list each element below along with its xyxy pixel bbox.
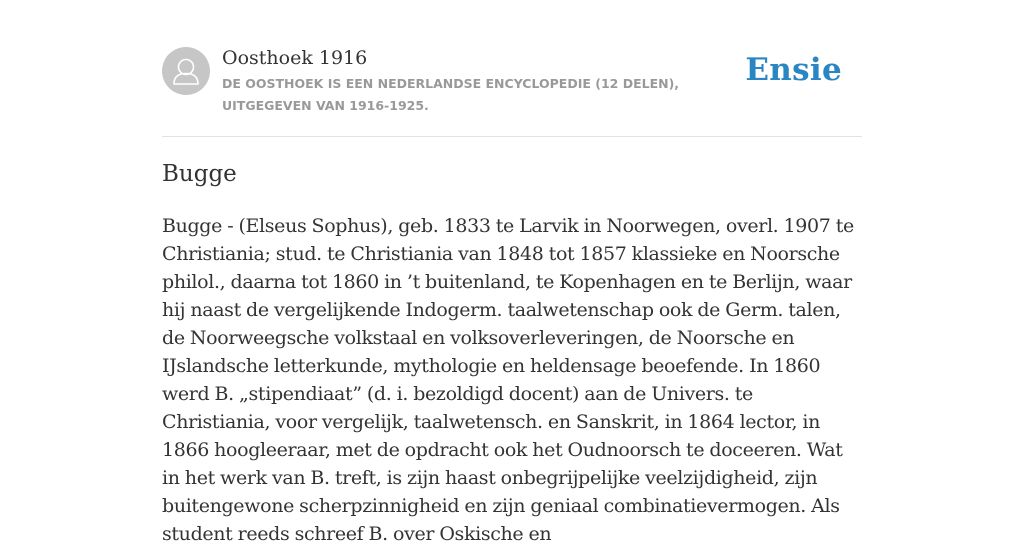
source-description: DE OOSTHOEK IS EEN NEDERLANDSE ENCYCLOPEDIE (12 DELEN), UITGEGEVEN VAN 1916-1925. xyxy=(222,76,680,113)
entry-body: Bugge - (Elseus Sophus), geb. 1833 te Larvik in Noorwegen, overl. 1907 te Christiania; stud. te Christiania van 1848 tot 1857 klassieke en Noorsche philol., daarna tot 1860 in ’t buitenland, te Kopenhagen en te Berlijn, waar hij naast de vergelijkende Indogerm. taalwetenschap ook de Germ. talen, de Noorweegsche volkstaal en volksoverleveringen, de Noorsche en IJslandsche letterkunde, mythologie en heldensage beoefende. In 1860 werd B. „stipendiaat” (d. i. bezoldigd docent) aan de Univers. te Christiania, voor vergelijk, taalwetensch. en Sanskrit, in 1864 lector, in 1866 hoogleeraar, met de opdracht ook het Oudnoorsch te doceeren. Wat in het werk van B. treft, is zijn haast onbegrijpelijke veelzijdigheid, zijn buitengewone scherpzinnigheid en zijn geniaal combinatievermogen. Als student reeds schreef B. over Oskische en xyxy=(162,215,854,545)
source-title[interactable]: Oosthoek 1916 xyxy=(222,47,368,69)
avatar[interactable] xyxy=(162,47,210,95)
entry-title: Bugge xyxy=(162,161,237,187)
user-icon xyxy=(162,47,210,95)
source-header xyxy=(162,44,862,137)
ensie-logo[interactable]: Ensie xyxy=(745,52,842,88)
